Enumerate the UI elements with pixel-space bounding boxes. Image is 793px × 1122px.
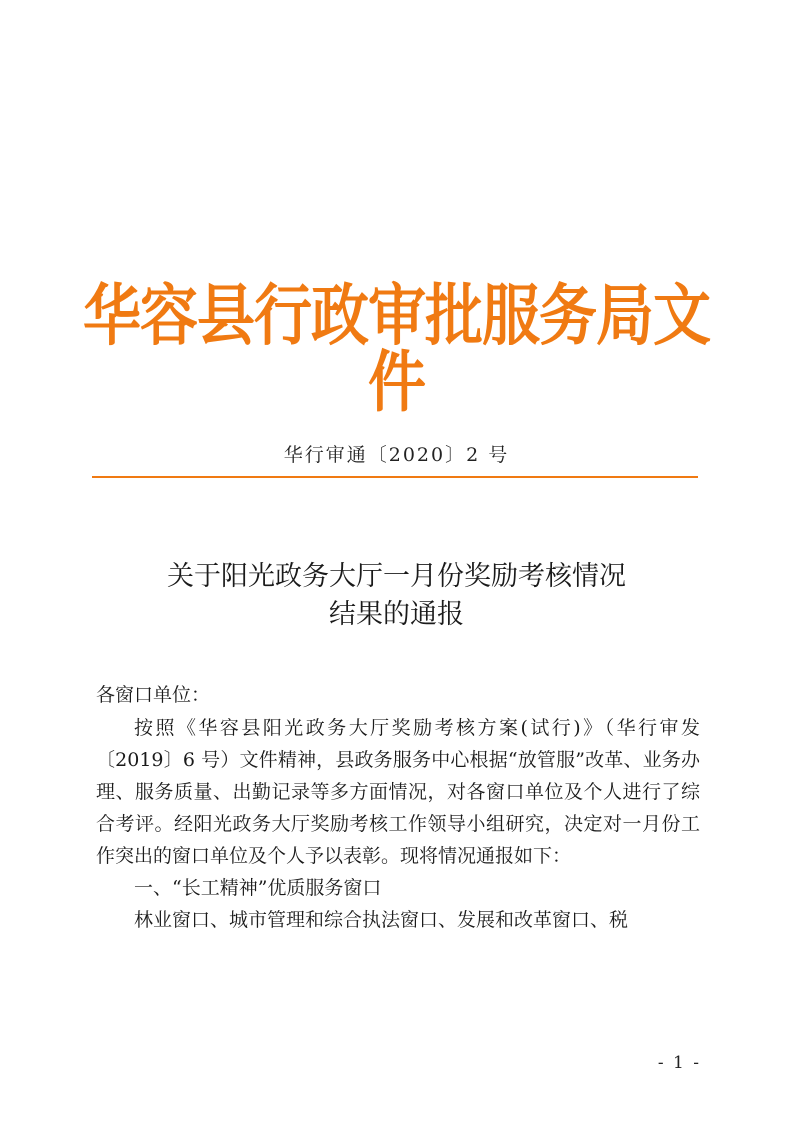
body-paragraph: 按照《华容县阳光政务大厅奖励考核方案(试行)》（华行审发〔2019〕6 号）文件精神，县政务服务中心根据“放管服”改革、业务办理、服务质量、出勤记录等多方面情况，对各窗口单位及个人进行了综合考评。经阳光政务大厅奖励考核工作领导小组研究，决定对一月份工作突出的窗口单位及个人予以表彰。现将情况通报如下： — [96, 717, 700, 867]
document-body — [96, 712, 700, 936]
page-number: - 1 - — [657, 1053, 701, 1073]
document-title — [0, 558, 793, 634]
recipient-line: 各窗口单位： — [96, 684, 211, 706]
document-title-line-1: 关于阳光政务大厅一月份奖励考核情况 — [167, 561, 626, 592]
section-heading: 一、“长工精神”优质服务窗口 — [134, 877, 382, 899]
document-number: 华行审通〔2020〕2 号 — [283, 444, 510, 466]
section-paragraph: 林业窗口、城市管理和综合执法窗口、发展和改革窗口、税 — [134, 909, 629, 931]
document-header-title: 华容县行政审批服务局文件 — [82, 276, 710, 422]
document-title-line-2: 结果的通报 — [329, 599, 464, 630]
header-divider-line — [92, 476, 698, 478]
